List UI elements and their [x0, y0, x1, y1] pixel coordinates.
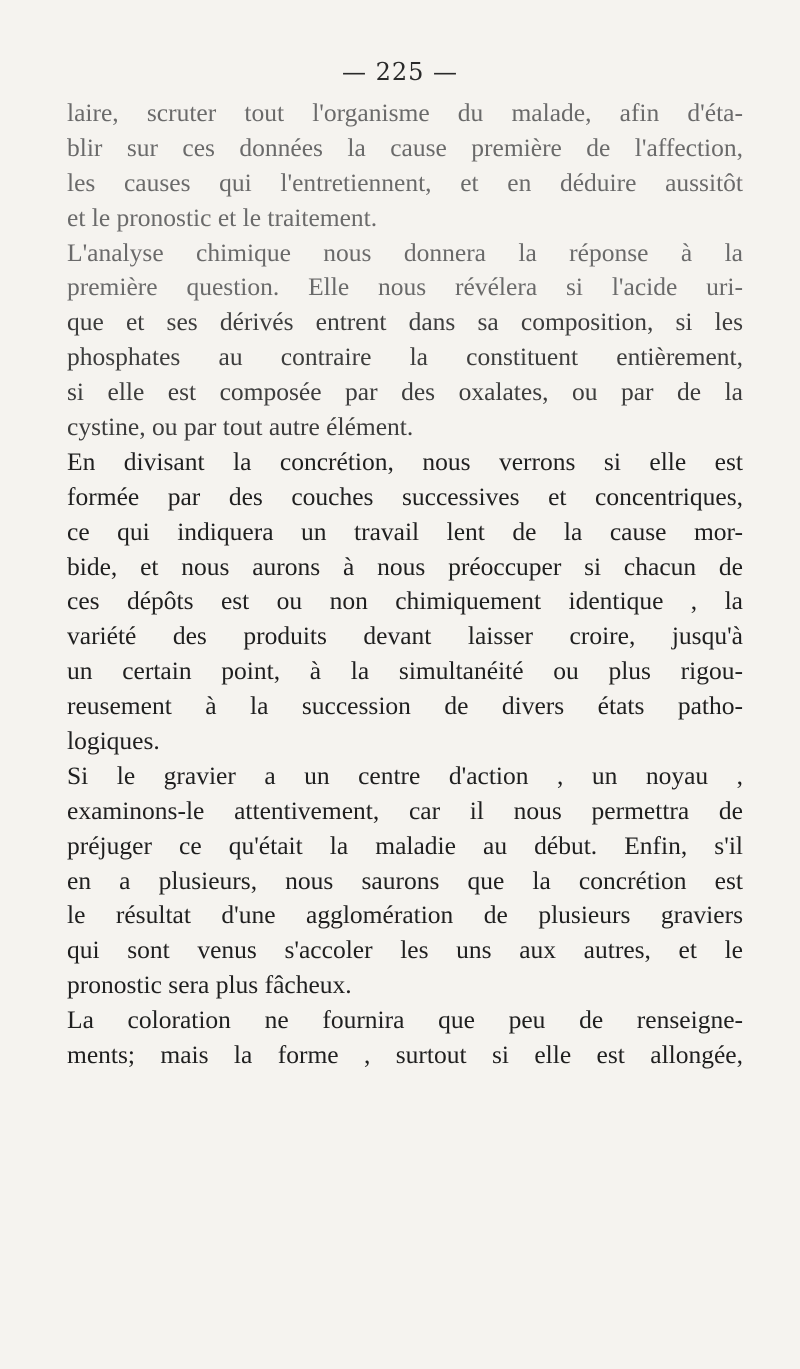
text-line: ces dépôts est ou non chimiquement identique , la: [67, 586, 743, 616]
text-line: un certain point, à la simultanéité ou plus rigou-: [67, 656, 743, 686]
text-line: La coloration ne fournira que peu de renseigne-: [67, 1005, 743, 1035]
text-line: si elle est composée par des oxalates, ou par de la: [67, 377, 743, 407]
text-line: ments; mais la forme , surtout si elle est allongée,: [67, 1040, 743, 1070]
text-line: préjuger ce qu'était la maladie au début. Enfin, s'il: [67, 830, 743, 860]
text-line: les causes qui l'entretiennent, et en déduire aussitôt: [67, 167, 743, 197]
text-line: examinons-le attentivement, car il nous permettra de: [67, 795, 743, 825]
page-number: — 225 —: [341, 58, 459, 86]
text-line: en a plusieurs, nous saurons que la concrétion est: [67, 865, 743, 895]
text-line: blir sur ces données la cause première de l'affection,: [67, 132, 743, 162]
text-line: logiques.: [67, 726, 160, 756]
text-line: que et ses dérivés entrent dans sa composition, si les: [67, 307, 743, 337]
text-line: En divisant la concrétion, nous verrons si elle est: [67, 446, 743, 476]
text-line: cystine, ou par tout autre élément.: [67, 412, 414, 442]
body-text: [67, 96, 743, 1073]
text-line: le résultat d'une agglomération de plusieurs graviers: [67, 900, 743, 930]
text-line: laire, scruter tout l'organisme du malade, afin d'éta-: [67, 98, 743, 127]
text-line: première question. Elle nous révélera si l'acide uri-: [67, 272, 743, 302]
text-line: et le pronostic et le traitement.: [67, 202, 378, 232]
text-line: L'analyse chimique nous donnera la réponse à la: [67, 237, 743, 267]
text-line: bide, et nous aurons à nous préoccuper si chacun de: [67, 551, 743, 581]
text-line: pronostic sera plus fâcheux.: [67, 970, 352, 1000]
text-line: Si le gravier a un centre d'action , un noyau ,: [67, 760, 743, 790]
text-line: ce qui indiquera un travail lent de la cause mor-: [67, 516, 743, 546]
text-line: formée par des couches successives et concentriques,: [67, 481, 743, 511]
text-line: reusement à la succession de divers états patho-: [67, 691, 743, 721]
text-line: qui sont venus s'accoler les uns aux autres, et le: [67, 935, 743, 965]
text-line: phosphates au contraire la constituent entièrement,: [67, 342, 743, 372]
text-line: variété des produits devant laisser croire, jusqu'à: [67, 621, 743, 651]
